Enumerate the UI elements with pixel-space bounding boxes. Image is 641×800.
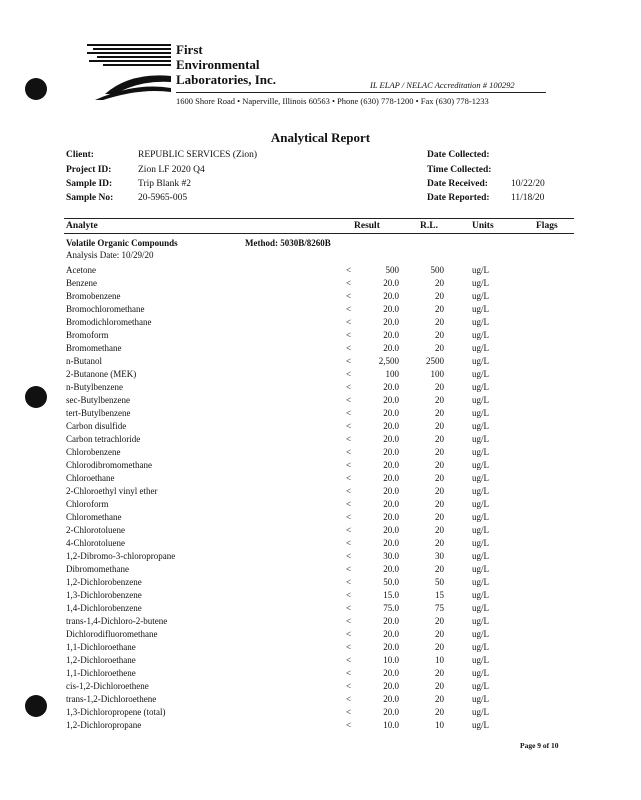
rl-cell: 20 xyxy=(435,382,444,392)
result-cell: 20.0 xyxy=(383,291,399,301)
analyte-cell: 1,4-Dichlorobenzene xyxy=(66,603,142,613)
table-row xyxy=(66,342,576,355)
date-reported-value: 11/18/20 xyxy=(511,193,545,203)
analyte-cell: 1,2-Dichlorobenzene xyxy=(66,577,142,587)
qualifier-cell: < xyxy=(346,603,352,613)
table-row xyxy=(66,615,576,628)
units-cell: ug/L xyxy=(472,382,489,392)
qualifier-cell: < xyxy=(346,681,352,691)
date-collected-label: Date Collected: xyxy=(427,150,490,160)
units-cell: ug/L xyxy=(472,707,489,717)
rl-cell: 20 xyxy=(435,330,444,340)
table-row xyxy=(66,446,576,459)
table-row xyxy=(66,459,576,472)
result-cell: 20.0 xyxy=(383,707,399,717)
analyte-cell: trans-1,4-Dichloro-2-butene xyxy=(66,616,168,626)
qualifier-cell: < xyxy=(346,265,352,275)
qualifier-cell: < xyxy=(346,590,352,600)
sample-no-label: Sample No: xyxy=(66,193,114,203)
analyte-cell: Chloromethane xyxy=(66,512,122,522)
rl-cell: 20 xyxy=(435,408,444,418)
units-cell: ug/L xyxy=(472,434,489,444)
units-cell: ug/L xyxy=(472,603,489,613)
result-cell: 20.0 xyxy=(383,629,399,639)
result-cell: 20.0 xyxy=(383,447,399,457)
qualifier-cell: < xyxy=(346,369,352,379)
analyte-cell: Chlorobenzene xyxy=(66,447,121,457)
report-title: Analytical Report xyxy=(270,130,371,145)
rl-cell: 20 xyxy=(435,317,444,327)
rl-cell: 30 xyxy=(435,551,444,561)
col-rl: R.L. xyxy=(420,221,438,231)
units-cell: ug/L xyxy=(472,655,489,665)
analyte-cell: Chloroform xyxy=(66,499,109,509)
sample-id-label: Sample ID: xyxy=(66,179,113,189)
result-cell: 20.0 xyxy=(383,681,399,691)
rl-cell: 20 xyxy=(435,278,444,288)
section-title: Volatile Organic Compounds xyxy=(66,238,178,248)
table-header-rule xyxy=(64,233,574,234)
analyte-cell: 2-Chlorotoluene xyxy=(66,525,125,535)
result-cell: 50.0 xyxy=(383,577,399,587)
rl-cell: 20 xyxy=(435,434,444,444)
result-cell: 10.0 xyxy=(383,655,399,665)
sample-no-value: 20-5965-005 xyxy=(138,193,188,203)
result-cell: 20.0 xyxy=(383,460,399,470)
date-received-label: Date Received: xyxy=(427,179,488,189)
rl-cell: 20 xyxy=(435,499,444,509)
result-cell: 20.0 xyxy=(383,486,399,496)
units-cell: ug/L xyxy=(472,551,489,561)
punch-hole-middle xyxy=(25,386,47,408)
result-cell: 15.0 xyxy=(383,590,399,600)
analyte-cell: Carbon tetrachloride xyxy=(66,434,141,444)
table-row xyxy=(66,407,576,420)
rl-cell: 20 xyxy=(435,707,444,717)
analyte-cell: sec-Butylbenzene xyxy=(66,395,130,405)
table-row xyxy=(66,420,576,433)
qualifier-cell: < xyxy=(346,642,352,652)
rl-cell: 20 xyxy=(435,343,444,353)
units-cell: ug/L xyxy=(472,447,489,457)
qualifier-cell: < xyxy=(346,629,352,639)
units-cell: ug/L xyxy=(472,369,489,379)
qualifier-cell: < xyxy=(346,694,352,704)
analyte-cell: 1,3-Dichloropropene (total) xyxy=(66,707,166,717)
rl-cell: 20 xyxy=(435,304,444,314)
units-cell: ug/L xyxy=(472,577,489,587)
page-number: Page 9 of 10 xyxy=(520,741,559,750)
result-cell: 500 xyxy=(385,265,399,275)
analyte-cell: 4-Chlorotoluene xyxy=(66,538,125,548)
units-cell: ug/L xyxy=(472,486,489,496)
units-cell: ug/L xyxy=(472,343,489,353)
project-label: Project ID: xyxy=(66,165,112,175)
qualifier-cell: < xyxy=(346,291,352,301)
result-cell: 20.0 xyxy=(383,382,399,392)
units-cell: ug/L xyxy=(472,330,489,340)
method-label: Method: 5030B/8260B xyxy=(245,238,331,248)
units-cell: ug/L xyxy=(472,629,489,639)
rl-cell: 20 xyxy=(435,486,444,496)
qualifier-cell: < xyxy=(346,616,352,626)
rl-cell: 500 xyxy=(430,265,444,275)
rl-cell: 20 xyxy=(435,616,444,626)
qualifier-cell: < xyxy=(346,551,352,561)
units-cell: ug/L xyxy=(472,512,489,522)
rl-cell: 20 xyxy=(435,460,444,470)
result-cell: 20.0 xyxy=(383,304,399,314)
time-collected-label: Time Collected: xyxy=(427,165,492,175)
date-reported-label: Date Reported: xyxy=(427,193,490,203)
qualifier-cell: < xyxy=(346,343,352,353)
table-row xyxy=(66,316,576,329)
analysis-date: Analysis Date: 10/29/20 xyxy=(66,250,154,260)
project-value: Zion LF 2020 Q4 xyxy=(138,165,205,175)
analyte-cell: 1,2-Dibromo-3-chloropropane xyxy=(66,551,176,561)
rl-cell: 2500 xyxy=(426,356,444,366)
analyte-cell: 1,3-Dichlorobenzene xyxy=(66,590,142,600)
analyte-cell: Chlorodibromomethane xyxy=(66,460,152,470)
qualifier-cell: < xyxy=(346,473,352,483)
punch-hole-top xyxy=(25,78,47,100)
rl-cell: 20 xyxy=(435,525,444,535)
units-cell: ug/L xyxy=(472,590,489,600)
col-analyte: Analyte xyxy=(66,221,98,231)
analyte-cell: Dichlorodifluoromethane xyxy=(66,629,158,639)
units-cell: ug/L xyxy=(472,291,489,301)
table-row xyxy=(66,667,576,680)
col-units: Units xyxy=(472,221,494,231)
analyte-cell: 2-Chloroethyl vinyl ether xyxy=(66,486,158,496)
results-table xyxy=(66,264,576,732)
result-cell: 100 xyxy=(385,369,399,379)
qualifier-cell: < xyxy=(346,512,352,522)
client-value: REPUBLIC SERVICES (Zion) xyxy=(138,150,258,160)
result-cell: 30.0 xyxy=(383,551,399,561)
result-cell: 2,500 xyxy=(378,356,399,366)
rl-cell: 20 xyxy=(435,538,444,548)
result-cell: 10.0 xyxy=(383,720,399,730)
table-row xyxy=(66,329,576,342)
rl-cell: 20 xyxy=(435,512,444,522)
result-cell: 20.0 xyxy=(383,278,399,288)
qualifier-cell: < xyxy=(346,356,352,366)
result-cell: 20.0 xyxy=(383,421,399,431)
qualifier-cell: < xyxy=(346,577,352,587)
analyte-cell: 1,1-Dichloroethane xyxy=(66,642,136,652)
rl-cell: 75 xyxy=(435,603,444,613)
qualifier-cell: < xyxy=(346,408,352,418)
analyte-cell: 1,2-Dichloroethane xyxy=(66,655,136,665)
company-address: 1600 Shore Road • Naperville, Illinois 60563 • Phone (630) 778-1200 • Fax (630) 778-1233 xyxy=(176,96,489,106)
table-row xyxy=(66,433,576,446)
units-cell: ug/L xyxy=(472,642,489,652)
result-cell: 20.0 xyxy=(383,317,399,327)
rl-cell: 20 xyxy=(435,447,444,457)
rl-cell: 20 xyxy=(435,694,444,704)
rl-cell: 50 xyxy=(435,577,444,587)
qualifier-cell: < xyxy=(346,707,352,717)
units-cell: ug/L xyxy=(472,460,489,470)
table-top-rule xyxy=(64,218,574,219)
units-cell: ug/L xyxy=(472,304,489,314)
qualifier-cell: < xyxy=(346,382,352,392)
analyte-cell: Benzene xyxy=(66,278,97,288)
qualifier-cell: < xyxy=(346,655,352,665)
analyte-cell: n-Butanol xyxy=(66,356,102,366)
table-row xyxy=(66,394,576,407)
table-row xyxy=(66,602,576,615)
client-label: Client: xyxy=(66,150,94,160)
analyte-cell: Dibromomethane xyxy=(66,564,129,574)
qualifier-cell: < xyxy=(346,278,352,288)
qualifier-cell: < xyxy=(346,538,352,548)
rl-cell: 100 xyxy=(430,369,444,379)
table-row xyxy=(66,355,576,368)
units-cell: ug/L xyxy=(472,317,489,327)
result-cell: 20.0 xyxy=(383,343,399,353)
analyte-cell: trans-1,2-Dichloroethene xyxy=(66,694,157,704)
analyte-cell: 2-Butanone (MEK) xyxy=(66,369,137,379)
analyte-cell: cis-1,2-Dichloroethene xyxy=(66,681,149,691)
company-name: First Environmental Laboratories, Inc. xyxy=(176,42,277,87)
rl-cell: 20 xyxy=(435,395,444,405)
analyte-cell: 1,2-Dichloropropane xyxy=(66,720,142,730)
rl-cell: 10 xyxy=(435,720,444,730)
punch-hole-bottom xyxy=(25,695,47,717)
analyte-cell: Bromobenzene xyxy=(66,291,121,301)
table-row xyxy=(66,511,576,524)
table-row xyxy=(66,485,576,498)
rl-cell: 10 xyxy=(435,655,444,665)
table-row xyxy=(66,719,576,732)
qualifier-cell: < xyxy=(346,317,352,327)
rl-cell: 20 xyxy=(435,629,444,639)
units-cell: ug/L xyxy=(472,356,489,366)
units-cell: ug/L xyxy=(472,720,489,730)
table-row xyxy=(66,277,576,290)
table-row xyxy=(66,706,576,719)
rl-cell: 20 xyxy=(435,564,444,574)
result-cell: 75.0 xyxy=(383,603,399,613)
accreditation: IL ELAP / NELAC Accreditation # 100292 xyxy=(370,80,515,90)
table-row xyxy=(66,641,576,654)
qualifier-cell: < xyxy=(346,395,352,405)
table-row xyxy=(66,381,576,394)
table-row xyxy=(66,264,576,277)
units-cell: ug/L xyxy=(472,473,489,483)
qualifier-cell: < xyxy=(346,304,352,314)
result-cell: 20.0 xyxy=(383,434,399,444)
result-cell: 20.0 xyxy=(383,538,399,548)
result-cell: 20.0 xyxy=(383,499,399,509)
analyte-cell: Bromochloromethane xyxy=(66,304,145,314)
result-cell: 20.0 xyxy=(383,512,399,522)
qualifier-cell: < xyxy=(346,499,352,509)
rl-cell: 20 xyxy=(435,642,444,652)
table-row xyxy=(66,654,576,667)
analyte-cell: 1,1-Dichloroethene xyxy=(66,668,136,678)
units-cell: ug/L xyxy=(472,694,489,704)
units-cell: ug/L xyxy=(472,668,489,678)
qualifier-cell: < xyxy=(346,421,352,431)
units-cell: ug/L xyxy=(472,278,489,288)
table-row xyxy=(66,550,576,563)
table-row xyxy=(66,368,576,381)
col-flags: Flags xyxy=(536,221,558,231)
table-row xyxy=(66,576,576,589)
analyte-cell: tert-Butylbenzene xyxy=(66,408,131,418)
result-cell: 20.0 xyxy=(383,694,399,704)
units-cell: ug/L xyxy=(472,525,489,535)
units-cell: ug/L xyxy=(472,499,489,509)
table-row xyxy=(66,589,576,602)
col-result: Result xyxy=(354,221,380,231)
analyte-cell: Carbon disulfide xyxy=(66,421,127,431)
qualifier-cell: < xyxy=(346,564,352,574)
table-row xyxy=(66,680,576,693)
qualifier-cell: < xyxy=(346,668,352,678)
table-row xyxy=(66,693,576,706)
result-cell: 20.0 xyxy=(383,668,399,678)
result-cell: 20.0 xyxy=(383,642,399,652)
analyte-cell: Bromodichloromethane xyxy=(66,317,152,327)
result-cell: 20.0 xyxy=(383,330,399,340)
table-row xyxy=(66,498,576,511)
date-received-value: 10/22/20 xyxy=(511,179,545,189)
analyte-cell: Bromomethane xyxy=(66,343,122,353)
rl-cell: 20 xyxy=(435,291,444,301)
analyte-cell: Bromoform xyxy=(66,330,109,340)
units-cell: ug/L xyxy=(472,265,489,275)
header-divider xyxy=(176,92,546,93)
table-row xyxy=(66,290,576,303)
table-row xyxy=(66,472,576,485)
qualifier-cell: < xyxy=(346,460,352,470)
table-row xyxy=(66,524,576,537)
table-row xyxy=(66,628,576,641)
table-row xyxy=(66,303,576,316)
units-cell: ug/L xyxy=(472,538,489,548)
result-cell: 20.0 xyxy=(383,395,399,405)
analyte-cell: n-Butylbenzene xyxy=(66,382,123,392)
qualifier-cell: < xyxy=(346,434,352,444)
logo-icon xyxy=(85,42,173,102)
rl-cell: 20 xyxy=(435,681,444,691)
rl-cell: 15 xyxy=(435,590,444,600)
sample-id-value: Trip Blank #2 xyxy=(138,179,191,189)
qualifier-cell: < xyxy=(346,525,352,535)
result-cell: 20.0 xyxy=(383,564,399,574)
units-cell: ug/L xyxy=(472,681,489,691)
units-cell: ug/L xyxy=(472,408,489,418)
units-cell: ug/L xyxy=(472,616,489,626)
table-row xyxy=(66,563,576,576)
qualifier-cell: < xyxy=(346,486,352,496)
result-cell: 20.0 xyxy=(383,408,399,418)
analyte-cell: Acetone xyxy=(66,265,96,275)
units-cell: ug/L xyxy=(472,421,489,431)
analyte-cell: Chloroethane xyxy=(66,473,115,483)
table-row xyxy=(66,537,576,550)
rl-cell: 20 xyxy=(435,668,444,678)
result-cell: 20.0 xyxy=(383,616,399,626)
result-cell: 20.0 xyxy=(383,525,399,535)
units-cell: ug/L xyxy=(472,395,489,405)
qualifier-cell: < xyxy=(346,330,352,340)
rl-cell: 20 xyxy=(435,473,444,483)
qualifier-cell: < xyxy=(346,447,352,457)
rl-cell: 20 xyxy=(435,421,444,431)
result-cell: 20.0 xyxy=(383,473,399,483)
qualifier-cell: < xyxy=(346,720,352,730)
units-cell: ug/L xyxy=(472,564,489,574)
